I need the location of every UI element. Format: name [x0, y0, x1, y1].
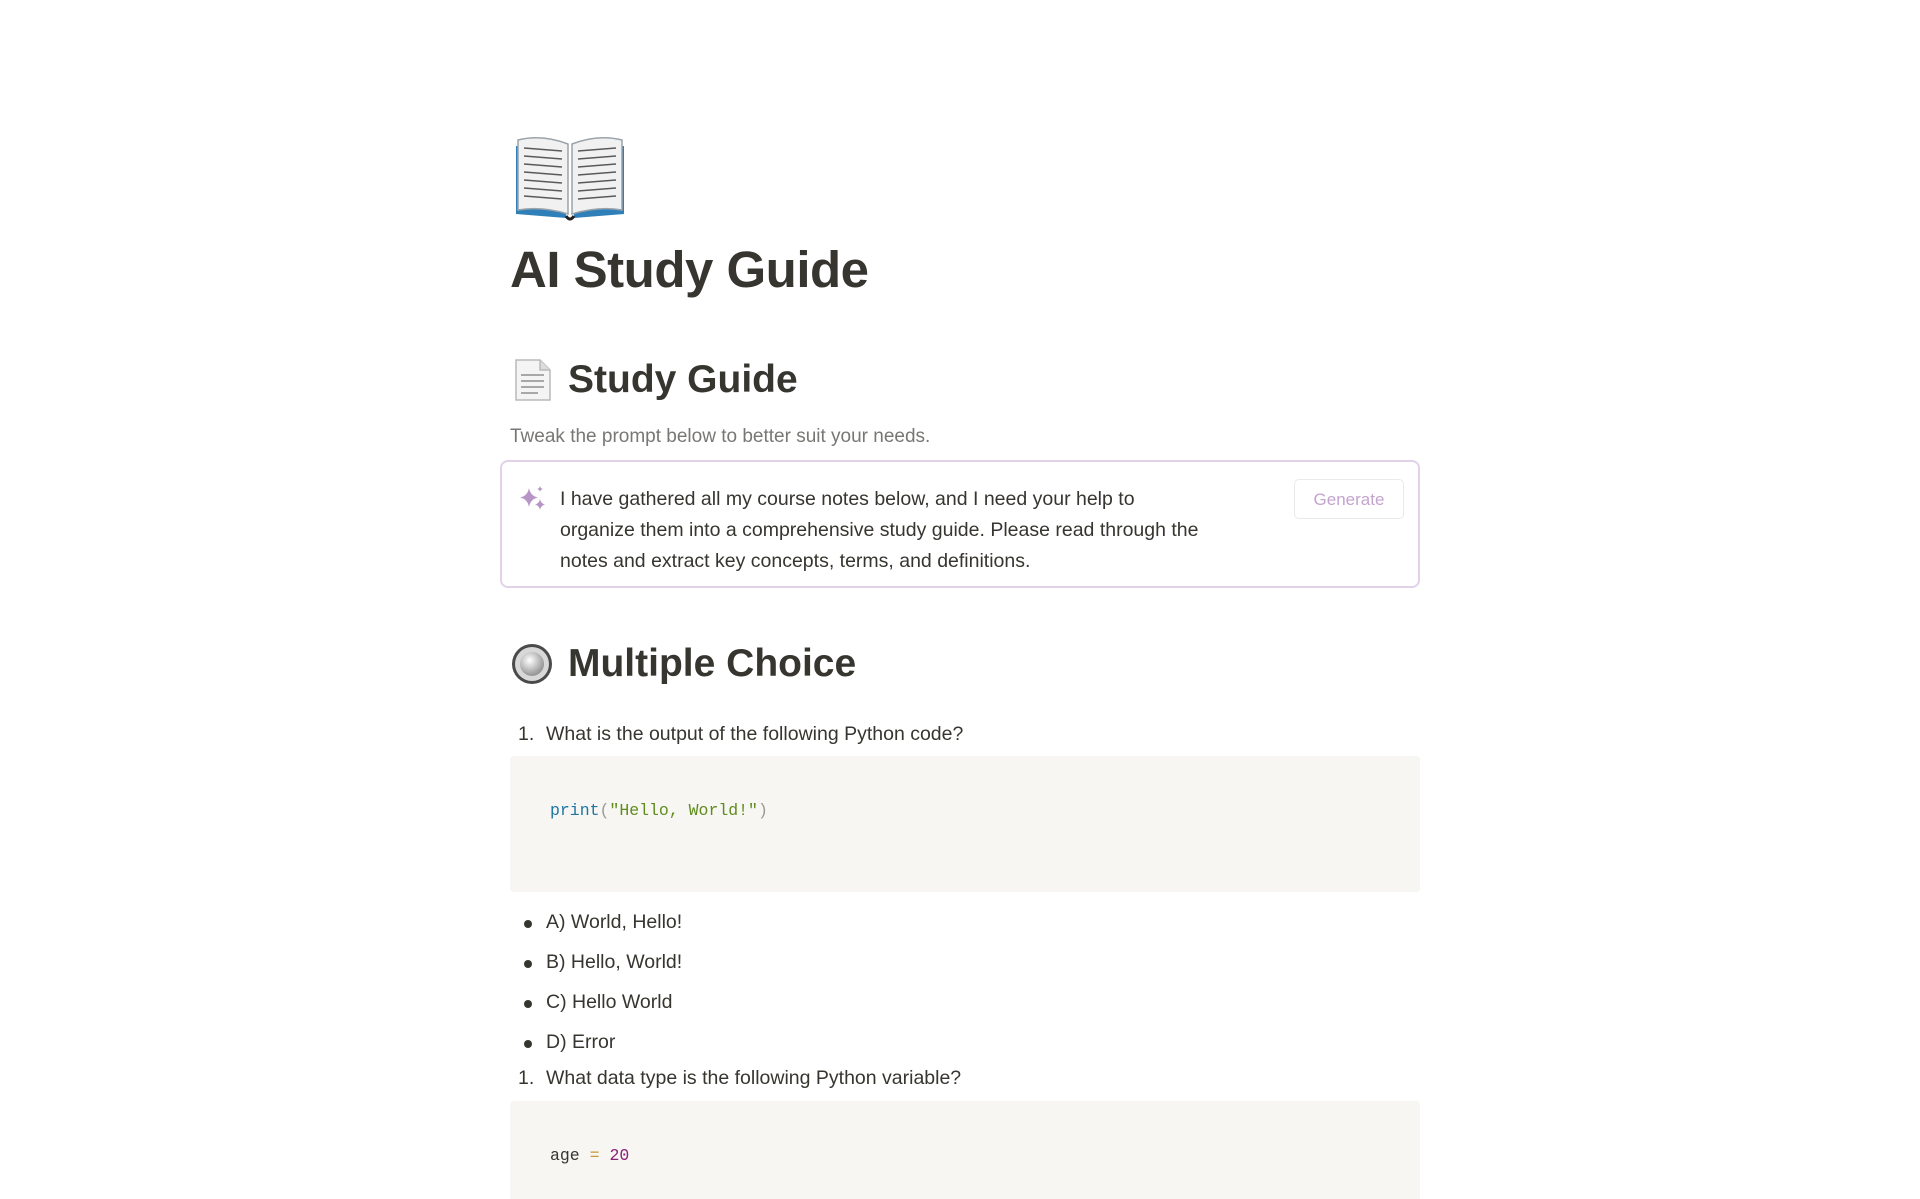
generate-button[interactable]: Generate	[1294, 479, 1404, 519]
code-token-paren: (	[599, 801, 610, 820]
bulleted-list-item[interactable]	[510, 946, 682, 978]
code-token-number: 20	[609, 1146, 630, 1165]
option-text: B) Hello, World!	[546, 951, 683, 973]
code-line	[550, 1144, 629, 1168]
code-token-operator: =	[589, 1146, 600, 1165]
option-text: C) Hello World	[546, 991, 673, 1013]
code-token-paren: )	[757, 801, 768, 820]
heading-study-guide-text: Study Guide	[568, 358, 798, 401]
bulleted-list-item[interactable]	[510, 1026, 615, 1058]
numbered-list-item[interactable]	[510, 1062, 961, 1094]
document-icon	[510, 358, 554, 402]
list-number: 1.	[518, 723, 535, 745]
question-text: What is the output of the following Python code?	[546, 723, 964, 745]
code-block[interactable]	[510, 1101, 1420, 1199]
option-text: A) World, Hello!	[546, 911, 683, 933]
bulleted-list-item[interactable]	[510, 986, 672, 1018]
code-line	[550, 799, 768, 823]
open-book-icon[interactable]	[510, 126, 630, 226]
bullet-marker	[510, 946, 546, 978]
code-token-string: "Hello, World!"	[609, 801, 758, 820]
ai-prompt-line: I have gathered all my course notes below, and I need your help to	[560, 488, 1135, 510]
code-token-function: print	[550, 801, 600, 820]
radio-button-icon	[510, 642, 554, 686]
ai-prompt-text[interactable]	[560, 484, 1300, 577]
page-title[interactable]: AI Study Guide	[510, 241, 869, 298]
bullet-marker	[510, 1026, 546, 1058]
code-block[interactable]	[510, 756, 1420, 892]
option-text: D) Error	[546, 1031, 616, 1053]
question-text: What data type is the following Python variable?	[546, 1067, 962, 1089]
heading-multiple-choice-text: Multiple Choice	[568, 642, 857, 685]
numbered-list-item[interactable]	[510, 718, 963, 750]
ai-prompt-line: organize them into a comprehensive study guide. Please read through the	[560, 519, 1199, 541]
sparkle-icon	[518, 484, 548, 514]
hint-text[interactable]: Tweak the prompt below to better suit your needs.	[510, 426, 931, 447]
code-token-variable: age	[550, 1146, 580, 1165]
ai-prompt-line: notes and extract key concepts, terms, and definitions.	[560, 550, 1031, 572]
heading-study-guide[interactable]	[510, 356, 798, 404]
ai-prompt-block[interactable]	[500, 460, 1420, 588]
list-number: 1.	[518, 1067, 535, 1089]
heading-multiple-choice[interactable]	[510, 640, 856, 688]
bullet-marker	[510, 906, 546, 938]
bullet-marker	[510, 986, 546, 1018]
bulleted-list-item[interactable]	[510, 906, 682, 938]
